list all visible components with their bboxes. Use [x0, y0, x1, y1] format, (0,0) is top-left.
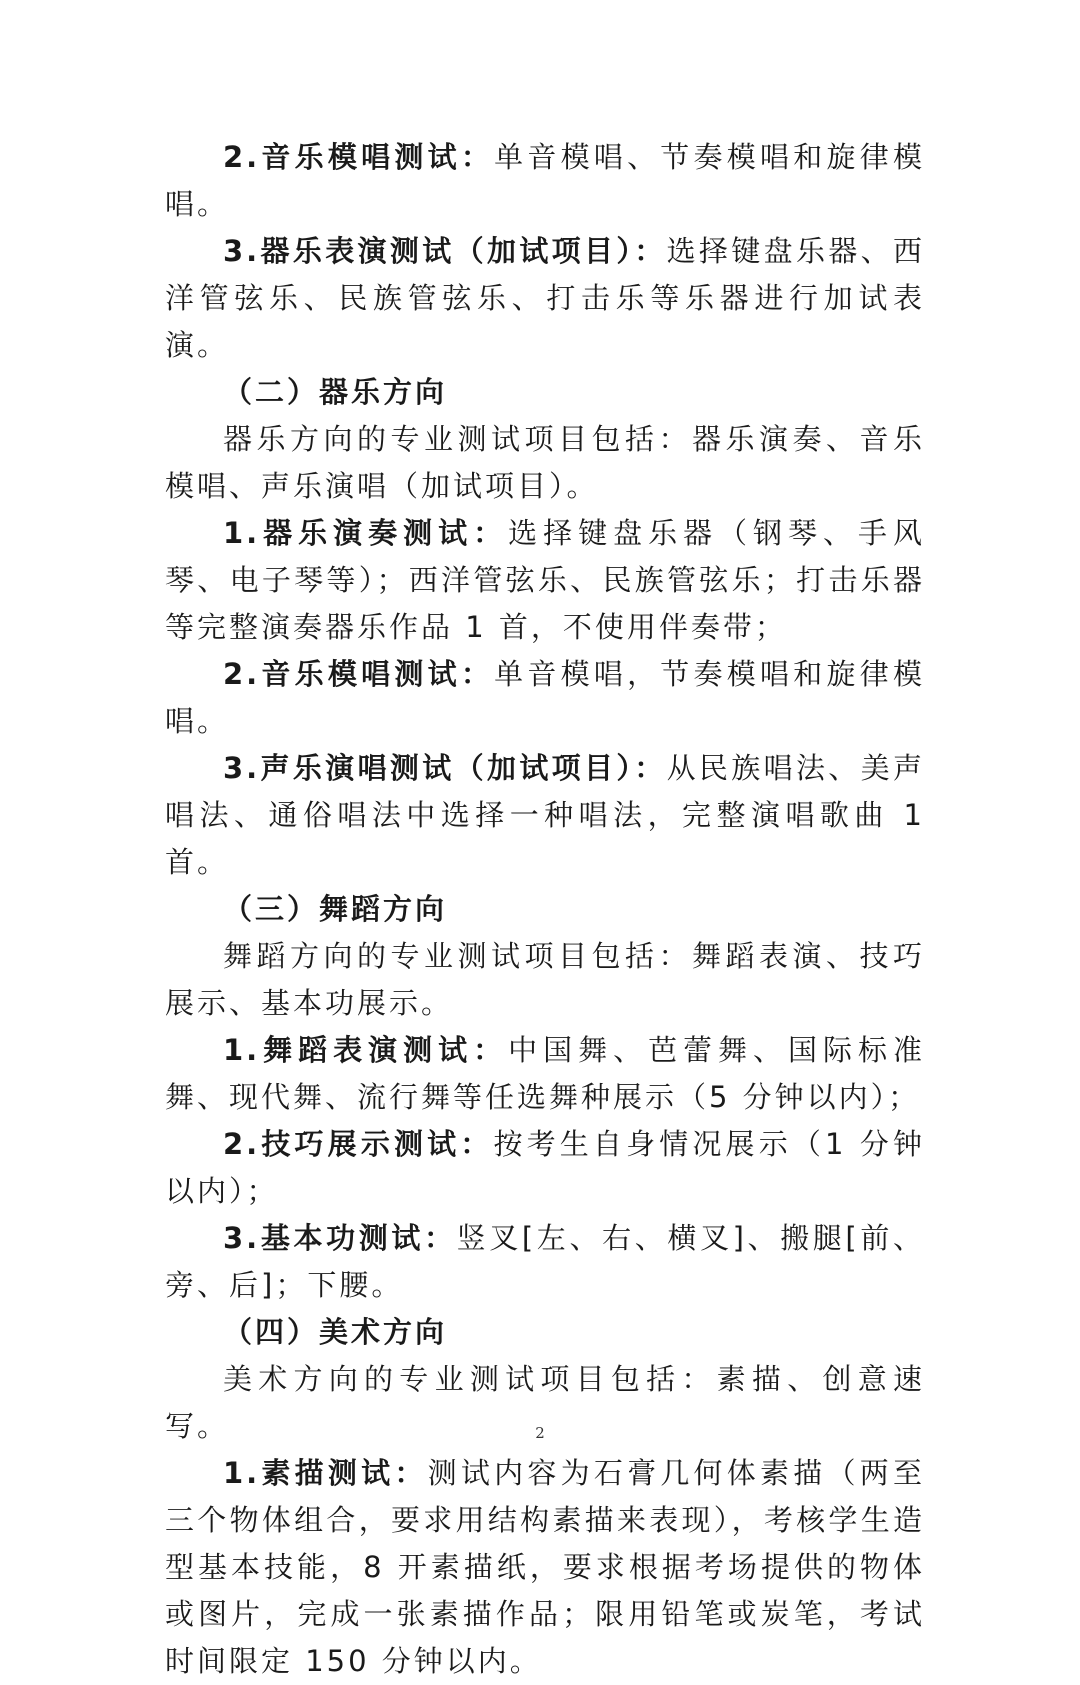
item-lead: 2.音乐模唱测试： — [223, 140, 495, 174]
paragraph-dance-intro: 舞蹈方向的专业测试项目包括：舞蹈表演、技巧展示、基本功展示。 — [165, 939, 925, 1020]
item-lead: 1.舞蹈表演测试： — [223, 1033, 509, 1067]
item-lead: 3.器乐表演测试（加试项目）： — [223, 234, 667, 268]
item-text: 单音模唱，节奏模唱和旋律模唱。 — [165, 657, 925, 738]
item-text: 从民族唱法、美声唱法、通俗唱法中选择一种唱法，完整演唱歌曲 1 首。 — [165, 751, 925, 879]
item-text: 单音模唱、节奏模唱和旋律模唱。 — [165, 140, 925, 221]
section-heading-art: （四）美术方向 — [223, 1315, 448, 1349]
item-lead: 3.基本功测试： — [223, 1221, 457, 1255]
item-lead: 2.音乐模唱测试： — [223, 657, 495, 691]
item-lead: 1.器乐演奏测试： — [223, 516, 509, 550]
item-text: 竖叉[左、右、横叉]、搬腿[前、旁、后]；下腰。 — [165, 1221, 925, 1302]
item-lead: 2.技巧展示测试： — [223, 1127, 494, 1161]
page-number: 2 — [535, 1424, 545, 1442]
item-text: 选择键盘乐器、西洋管弦乐、民族管弦乐、打击乐等乐器进行加试表演。 — [165, 234, 925, 362]
item-text: 中国舞、芭蕾舞、国际标准舞、现代舞、流行舞等任选舞种展示（5 分钟以内）； — [165, 1033, 925, 1114]
section-heading-dance: （三）舞蹈方向 — [223, 892, 448, 926]
section-heading-instrumental: （二）器乐方向 — [223, 375, 448, 409]
paragraph-skill-test — [165, 1121, 925, 1215]
document-body — [165, 134, 925, 1685]
item-text: 按考生自身情况展示（1 分钟以内）； — [165, 1127, 925, 1208]
paragraph-music-singing-test — [165, 134, 925, 228]
paragraph-vocal-test — [165, 745, 925, 886]
item-lead: 3.声乐演唱测试（加试项目）： — [223, 751, 667, 785]
paragraph-instrumental-singing-test — [165, 651, 925, 745]
paragraph-art-intro: 美术方向的专业测试项目包括：素描、创意速写。 — [165, 1362, 925, 1443]
paragraph-instrumental-playing-test — [165, 510, 925, 651]
paragraph-dance-performance-test — [165, 1027, 925, 1121]
paragraph-basic-skill-test — [165, 1215, 925, 1309]
item-text: 选择键盘乐器（钢琴、手风琴、电子琴等）；西洋管弦乐、民族管弦乐；打击乐器等完整演奏器乐作品 1 首，不使用伴奏带； — [165, 516, 925, 644]
item-lead: 1.素描测试： — [223, 1456, 428, 1490]
item-text: 测试内容为石膏几何体素描（两至三个物体组合，要求用结构素描来表现），考核学生造型基本技能，8 开素描纸，要求根据考场提供的物体或图片，完成一张素描作品；限用铅笔或炭笔，考试时间限定 150 分钟以内。 — [165, 1456, 925, 1678]
paragraph-sketch-test — [165, 1450, 925, 1685]
paragraph-instrumental-intro: 器乐方向的专业测试项目包括：器乐演奏、音乐模唱、声乐演唱（加试项目）。 — [165, 422, 925, 503]
paragraph-instrument-performance-test — [165, 228, 925, 369]
